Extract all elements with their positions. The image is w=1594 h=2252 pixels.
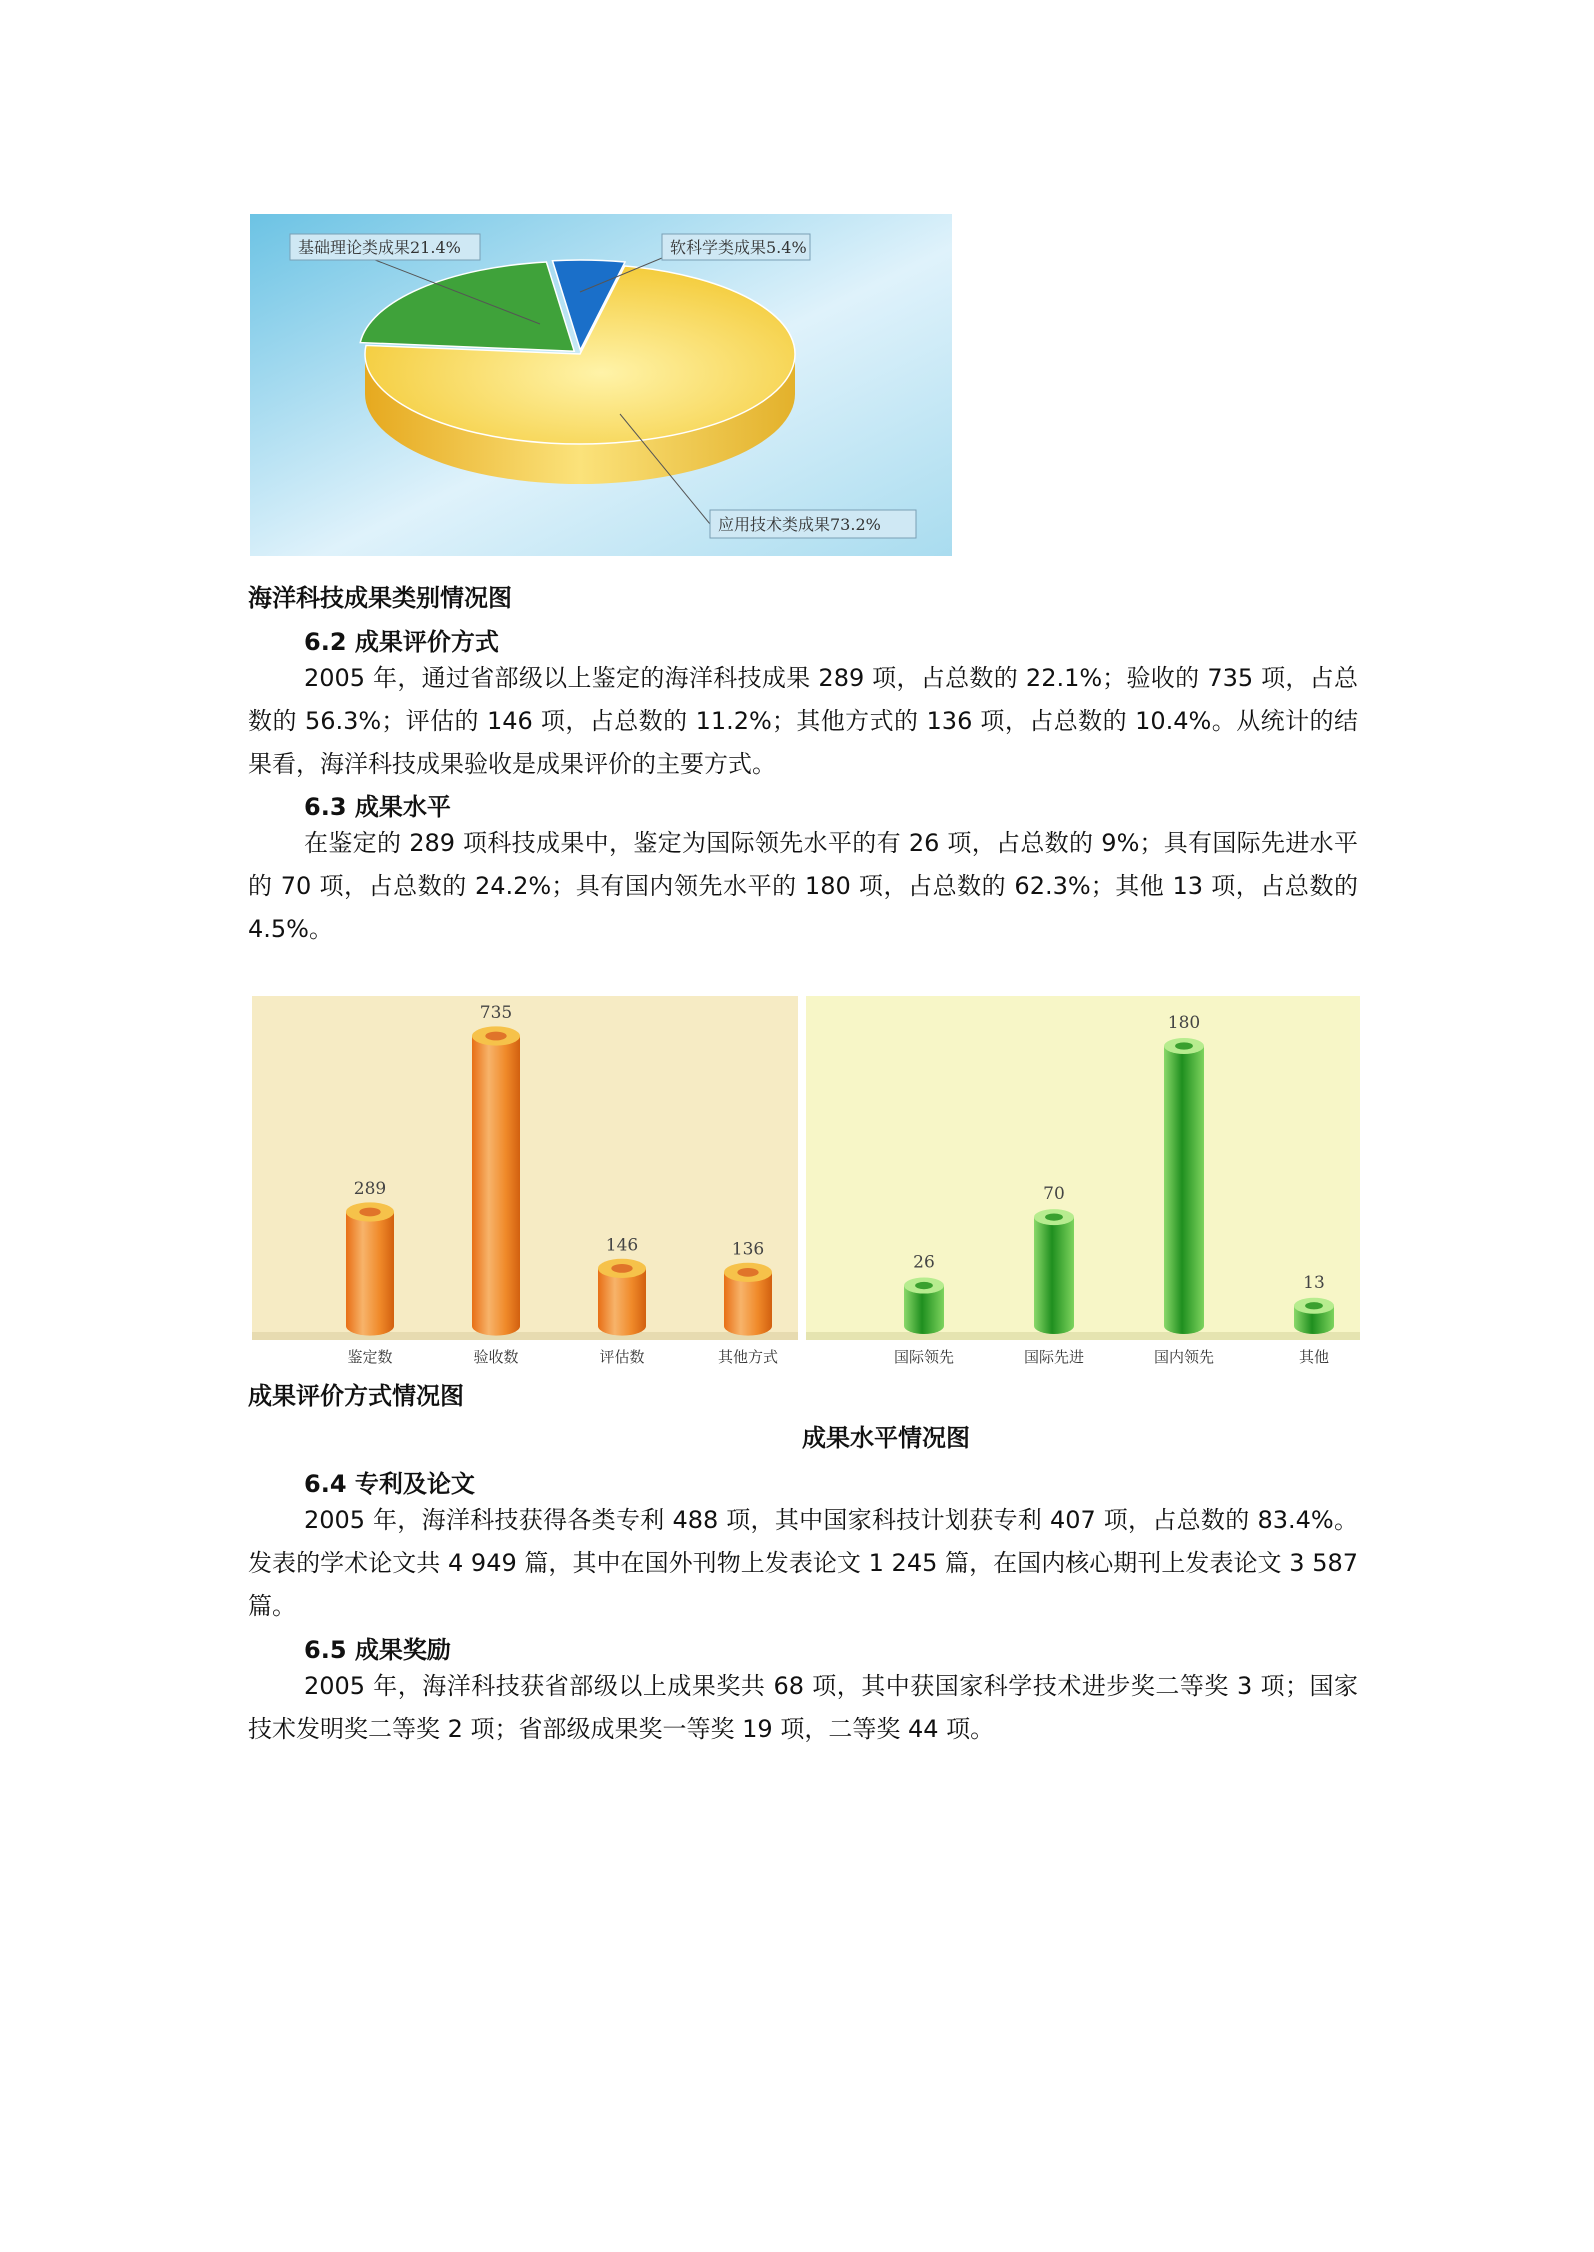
- bar-top-inner: [359, 1208, 380, 1217]
- section-6-5-heading: 6.5 成果奖励: [304, 1636, 451, 1664]
- bar-body: [472, 1036, 520, 1326]
- bar-category-label: 鉴定数: [347, 1348, 393, 1366]
- section-6-4-text: 2005 年，海洋科技获得各类专利 488 项，其中国家科技计划获专利 407 项，占总数的 83.4%。发表的学术论文共 4 949 篇，其中在国外刊物上发表论文 1 245 篇，在国内核心期刊上发表论文 3 587 篇。: [248, 1506, 1358, 1620]
- section-6-3-text: 在鉴定的 289 项科技成果中，鉴定为国际领先水平的有 26 项，占总数的 9%；具有国际先进水平的 70 项，占总数的 24.2%；具有国内领先水平的 180 项，占总数的 62.3%；其他 13 项，占总数的 4.5%。: [248, 829, 1358, 943]
- level-bar-chart: [806, 996, 1360, 1374]
- right-chart-background: [806, 996, 1360, 1336]
- left-chart-background: [252, 996, 798, 1336]
- bar-1: [472, 1003, 520, 1366]
- pie-caption: 海洋科技成果类别情况图: [248, 584, 512, 612]
- right-chart-floor: [806, 1332, 1360, 1340]
- bar-top-inner: [1045, 1213, 1063, 1220]
- level-chart-caption: 成果水平情况图: [802, 1424, 970, 1452]
- bar-base: [1294, 1318, 1334, 1334]
- bar-base: [904, 1318, 944, 1334]
- bar-category-label: 评估数: [599, 1348, 645, 1366]
- bar-top-inner: [737, 1268, 758, 1277]
- bar-value-label: 136: [731, 1239, 765, 1260]
- bar-body: [1034, 1217, 1074, 1326]
- bar-base: [346, 1316, 394, 1335]
- section-6-2-heading: 6.2 成果评价方式: [304, 628, 499, 656]
- bar-value-label: 70: [1043, 1184, 1065, 1205]
- bar-value-label: 289: [353, 1178, 387, 1199]
- evaluation-bar-chart: [252, 996, 798, 1374]
- pie-label-soft: 软科学类成果5.4%: [670, 238, 807, 257]
- bar-category-label: 其他: [1298, 1348, 1330, 1366]
- section-6-3-heading: 6.3 成果水平: [304, 793, 451, 821]
- bar-category-label: 验收数: [473, 1348, 519, 1366]
- bar-body: [346, 1212, 394, 1326]
- bar-category-label: 国内领先: [1153, 1348, 1215, 1366]
- bar-category-label: 国际先进: [1023, 1348, 1085, 1366]
- bar-value-label: 180: [1167, 1013, 1201, 1033]
- pie-label-basic: 基础理论类成果21.4%: [298, 238, 461, 257]
- bar-base: [598, 1316, 646, 1335]
- section-6-4-heading: 6.4 专利及论文: [304, 1470, 475, 1498]
- bar-category-label: 国际领先: [893, 1348, 955, 1366]
- bar-value-label: 26: [913, 1252, 935, 1273]
- bar-base: [472, 1316, 520, 1335]
- bar-top-inner: [915, 1282, 933, 1289]
- bar-category-label: 其他方式: [717, 1348, 779, 1366]
- bar-value-label: 13: [1303, 1272, 1325, 1293]
- section-6-2-text: 2005 年，通过省部级以上鉴定的海洋科技成果 289 项，占总数的 22.1%；验收的 735 项，占总数的 56.3%；评估的 146 项，占总数的 11.2%；其他方式的 136 项，占总数的 10.4%。从统计的结果看，海洋科技成果验收是成果评价的主要方式。: [248, 664, 1358, 778]
- bar-top-inner: [1175, 1042, 1193, 1049]
- left-chart-floor: [252, 1332, 798, 1340]
- bar-top-inner: [611, 1264, 632, 1273]
- category-pie-chart: [250, 214, 952, 556]
- bar-base: [1164, 1318, 1204, 1334]
- section-6-5-text: 2005 年，海洋科技获省部级以上成果奖共 68 项，其中获国家科学技术进步奖二等奖 3 项；国家技术发明奖二等奖 2 项；省部级成果奖一等奖 19 项，二等奖 44 项。: [248, 1672, 1358, 1743]
- evaluation-chart-caption: 成果评价方式情况图: [248, 1382, 464, 1410]
- bar-base: [1034, 1318, 1074, 1334]
- bar-value-label: 146: [605, 1235, 639, 1256]
- bar-top-inner: [485, 1032, 506, 1041]
- bar-value-label: 735: [479, 1003, 513, 1023]
- pie-label-applied: 应用技术类成果73.2%: [718, 515, 881, 534]
- pie-slices: [360, 260, 795, 484]
- bar-top-inner: [1305, 1302, 1323, 1309]
- bar-base: [724, 1316, 772, 1335]
- bar-body: [1164, 1046, 1204, 1326]
